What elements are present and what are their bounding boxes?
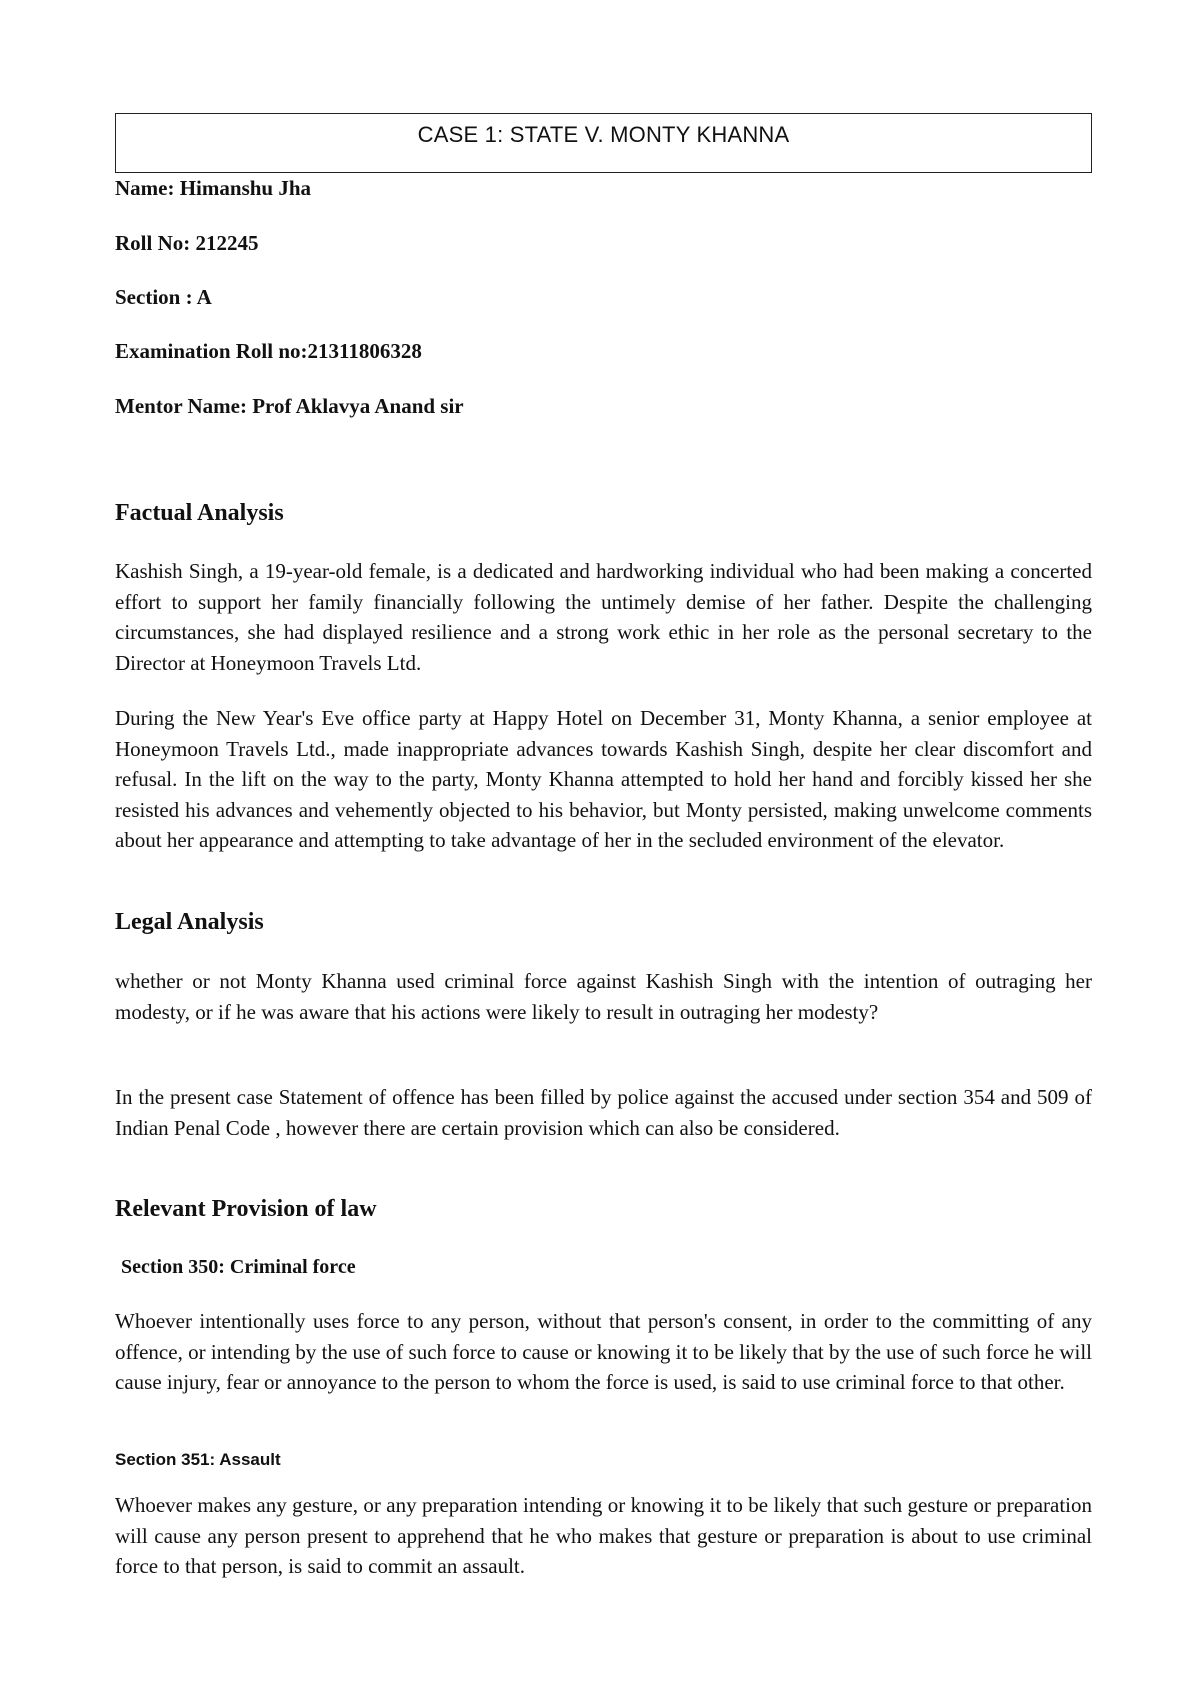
legal-paragraph-1: whether or not Monty Khanna used criminal force against Kashish Singh with the intention of outraging her modesty, or if he was aware that his actions were likely to result in outraging her modesty? bbox=[115, 969, 1092, 1024]
section-350-text: Whoever intentionally uses force to any person, without that person's consent, in order to the committing of any offence, or intending by the use of such force to cause or knowing it to be likely that by the use of such force he will cause injury, fear or annoyance to the person to whom the force is used, is said to use criminal force to that other. bbox=[115, 1309, 1093, 1394]
factual-paragraph-2: During the New Year's Eve office party at Happy Hotel on December 31, Monty Khanna, a senior employee at Honeymoon Travels Ltd., made inappropriate advances towards Kashish Singh, despite her clear discomfort and refusal. In the lift on the way to the party, Monty Khanna attempted to hold her hand and forcibly kissed her she resisted his advances and vehemently objected to his behavior, but Monty persisted, making unwelcome comments about her appearance and attempting to take advantage of her in the secluded environment of the elevator. bbox=[115, 706, 1092, 852]
factual-paragraph-1: Kashish Singh, a 19-year-old female, is a dedicated and hardworking individual who had been making a concerted effort to support her family financially following the untimely demise of her father. Despite the challenging circumstances, she had displayed resilience and a strong work ethic in her role as the personal secretary to the Director at Honeymoon Travels Ltd. bbox=[115, 559, 1092, 675]
section-351-text: Whoever makes any gesture, or any preparation intending or knowing it to be likely that such gesture or preparation will cause any person present to apprehend that he who makes that gesture or preparation is about to use criminal force to that person, is said to commit an assault. bbox=[115, 1493, 1092, 1578]
section-351-heading: Section 351: Assault bbox=[115, 1450, 281, 1469]
roll-number: Roll No: 212245 bbox=[115, 231, 259, 255]
relevant-provisions-heading: Relevant Provision of law bbox=[115, 1196, 377, 1222]
case-title-box bbox=[115, 113, 1092, 173]
mentor-name: Mentor Name: Prof Aklavya Anand sir bbox=[115, 394, 464, 418]
factual-analysis-heading: Factual Analysis bbox=[115, 500, 284, 526]
student-name: Name: Himanshu Jha bbox=[115, 176, 312, 200]
legal-analysis-heading: Legal Analysis bbox=[115, 909, 264, 935]
section: Section : A bbox=[115, 285, 212, 309]
examination-roll-number: Examination Roll no:21311806328 bbox=[115, 339, 422, 363]
section-350-heading: Section 350: Criminal force bbox=[121, 1256, 356, 1278]
case-title: CASE 1: STATE V. MONTY KHANNA bbox=[417, 122, 790, 147]
legal-paragraph-2: In the present case Statement of offence has been filled by police against the accused under section 354 and 509 of Indian Penal Code , however there are certain provision which can also be considered. bbox=[115, 1085, 1092, 1140]
